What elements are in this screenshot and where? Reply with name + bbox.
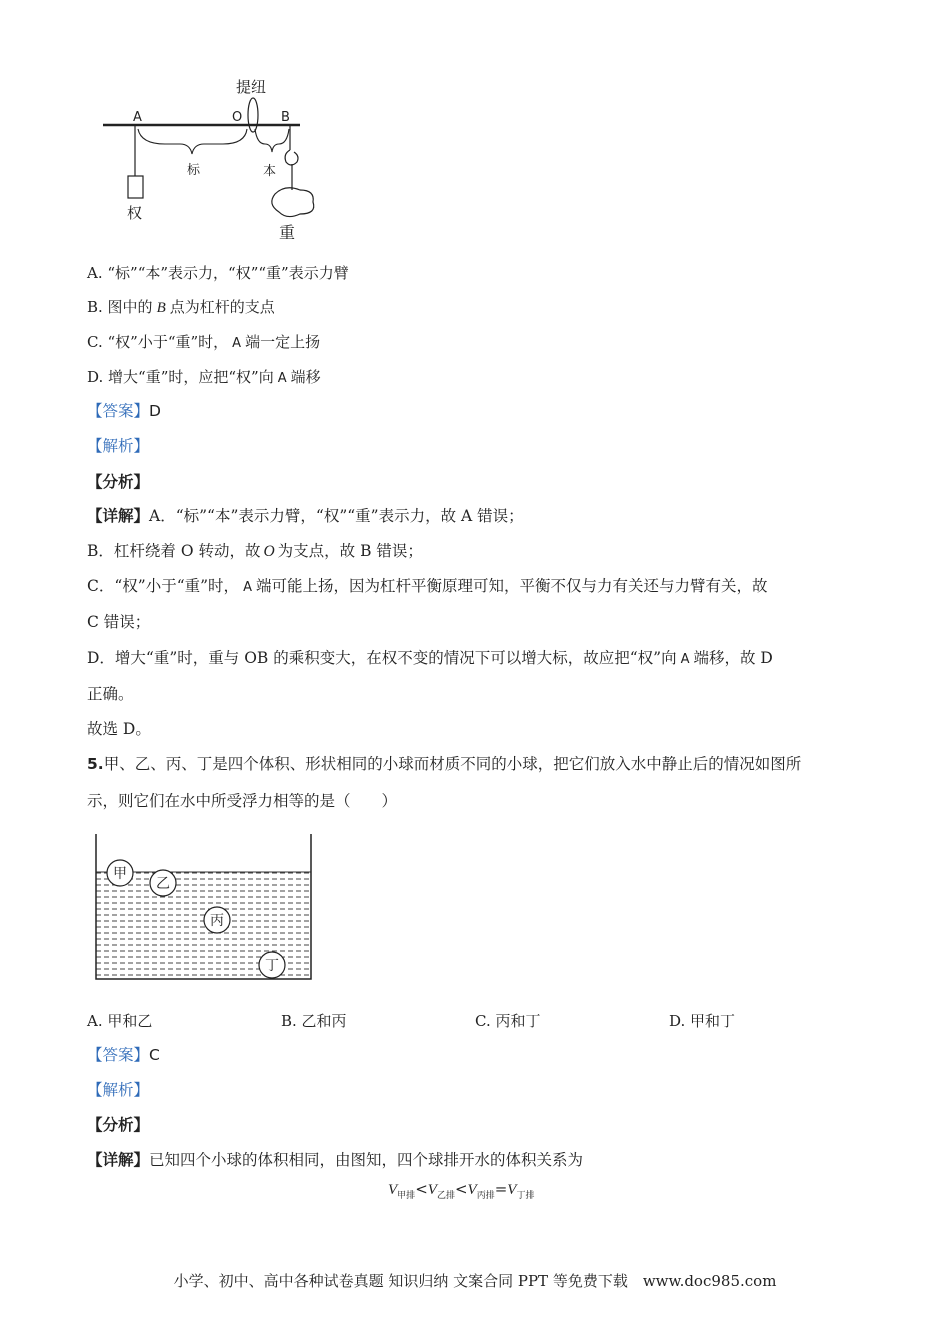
q4-fenxi: 【分析】 <box>87 472 150 491</box>
q5-fenxi: 【分析】 <box>87 1115 150 1134</box>
q4-detail-d-cont: 正确。 <box>87 685 134 703</box>
ball-jia: 甲 <box>113 866 127 882</box>
lever-figure <box>95 72 325 247</box>
page-footer: 小学、初中、高中各种试卷真题 知识归纳 文案合同 PPT 等免费下载 www.doc985.com <box>173 1272 777 1290</box>
q5-stem-1: 5.甲、乙、丙、丁是四个体积、形状相同的小球而材质不同的小球，把它们放入水中静止后的情况如图所 <box>87 755 802 773</box>
water-tank-figure <box>88 828 323 988</box>
q4-answer: 【答案】D <box>87 402 161 420</box>
q5-option-d: D. 甲和丁 <box>669 1012 736 1030</box>
label-tiniu: 提纽 <box>236 78 267 96</box>
q5-option-a: A. 甲和乙 <box>87 1012 153 1030</box>
q4-jiexi: 【解析】 <box>87 437 150 455</box>
q5-option-c: C. 丙和丁 <box>475 1012 541 1030</box>
q4-option-d: D. 增大“重”时，应把“权”向 A 端移 <box>87 368 321 386</box>
q4-option-c: C. “权”小于“重”时， A 端一定上扬 <box>87 333 321 351</box>
q4-option-b: B. 图中的 B 点为杠杆的支点 <box>87 298 275 316</box>
label-ben: 本 <box>263 164 277 179</box>
label-quan: 权 <box>127 204 143 222</box>
label-zhong: 重 <box>279 223 296 242</box>
q5-answer: 【答案】C <box>87 1046 160 1064</box>
label-O: O <box>232 110 243 125</box>
q4-conclusion: 故选 D。 <box>87 720 151 738</box>
q5-option-b: B. 乙和丙 <box>281 1012 347 1030</box>
ball-ding: 丁 <box>265 958 279 974</box>
q4-detail-c: C．“权”小于“重”时， A 端可能上扬，因为杠杆平衡原理可知，平衡不仅与力有关还与力臂有关，故 <box>87 577 768 595</box>
q5-stem-2: 示，则它们在水中所受浮力相等的是（ ） <box>87 792 398 810</box>
q4-detail-c-cont: C 错误； <box>87 613 151 631</box>
ball-yi: 乙 <box>156 876 170 892</box>
q5-jiexi: 【解析】 <box>87 1081 150 1099</box>
q5-formula: $V_{甲排}<V_{乙排}<V_{丙排}=V_{丁排}$ <box>388 1180 535 1201</box>
label-B: B <box>281 110 290 125</box>
label-A: A <box>133 110 142 125</box>
q4-detail-b: B．杠杆绕着 O 转动，故 O 为支点，故 B 错误； <box>87 542 423 560</box>
q5-detail: 【详解】已知四个小球的体积相同，由图知，四个球排开水的体积关系为 <box>87 1150 584 1169</box>
ball-bing: 丙 <box>210 913 224 929</box>
q4-detail-d: D．增大“重”时，重与 OB 的乘积变大，在权不变的情况下可以增大标，故应把“权”向 A 端移，故 D <box>87 649 773 667</box>
q4-option-a: A. “标”“本”表示力，“权”“重”表示力臂 <box>87 264 349 282</box>
label-biao: 标 <box>187 163 201 178</box>
q4-detail-a: 【详解】A．“标”“本”表示力臂，“权”“重”表示力，故 A 错误； <box>87 506 524 525</box>
